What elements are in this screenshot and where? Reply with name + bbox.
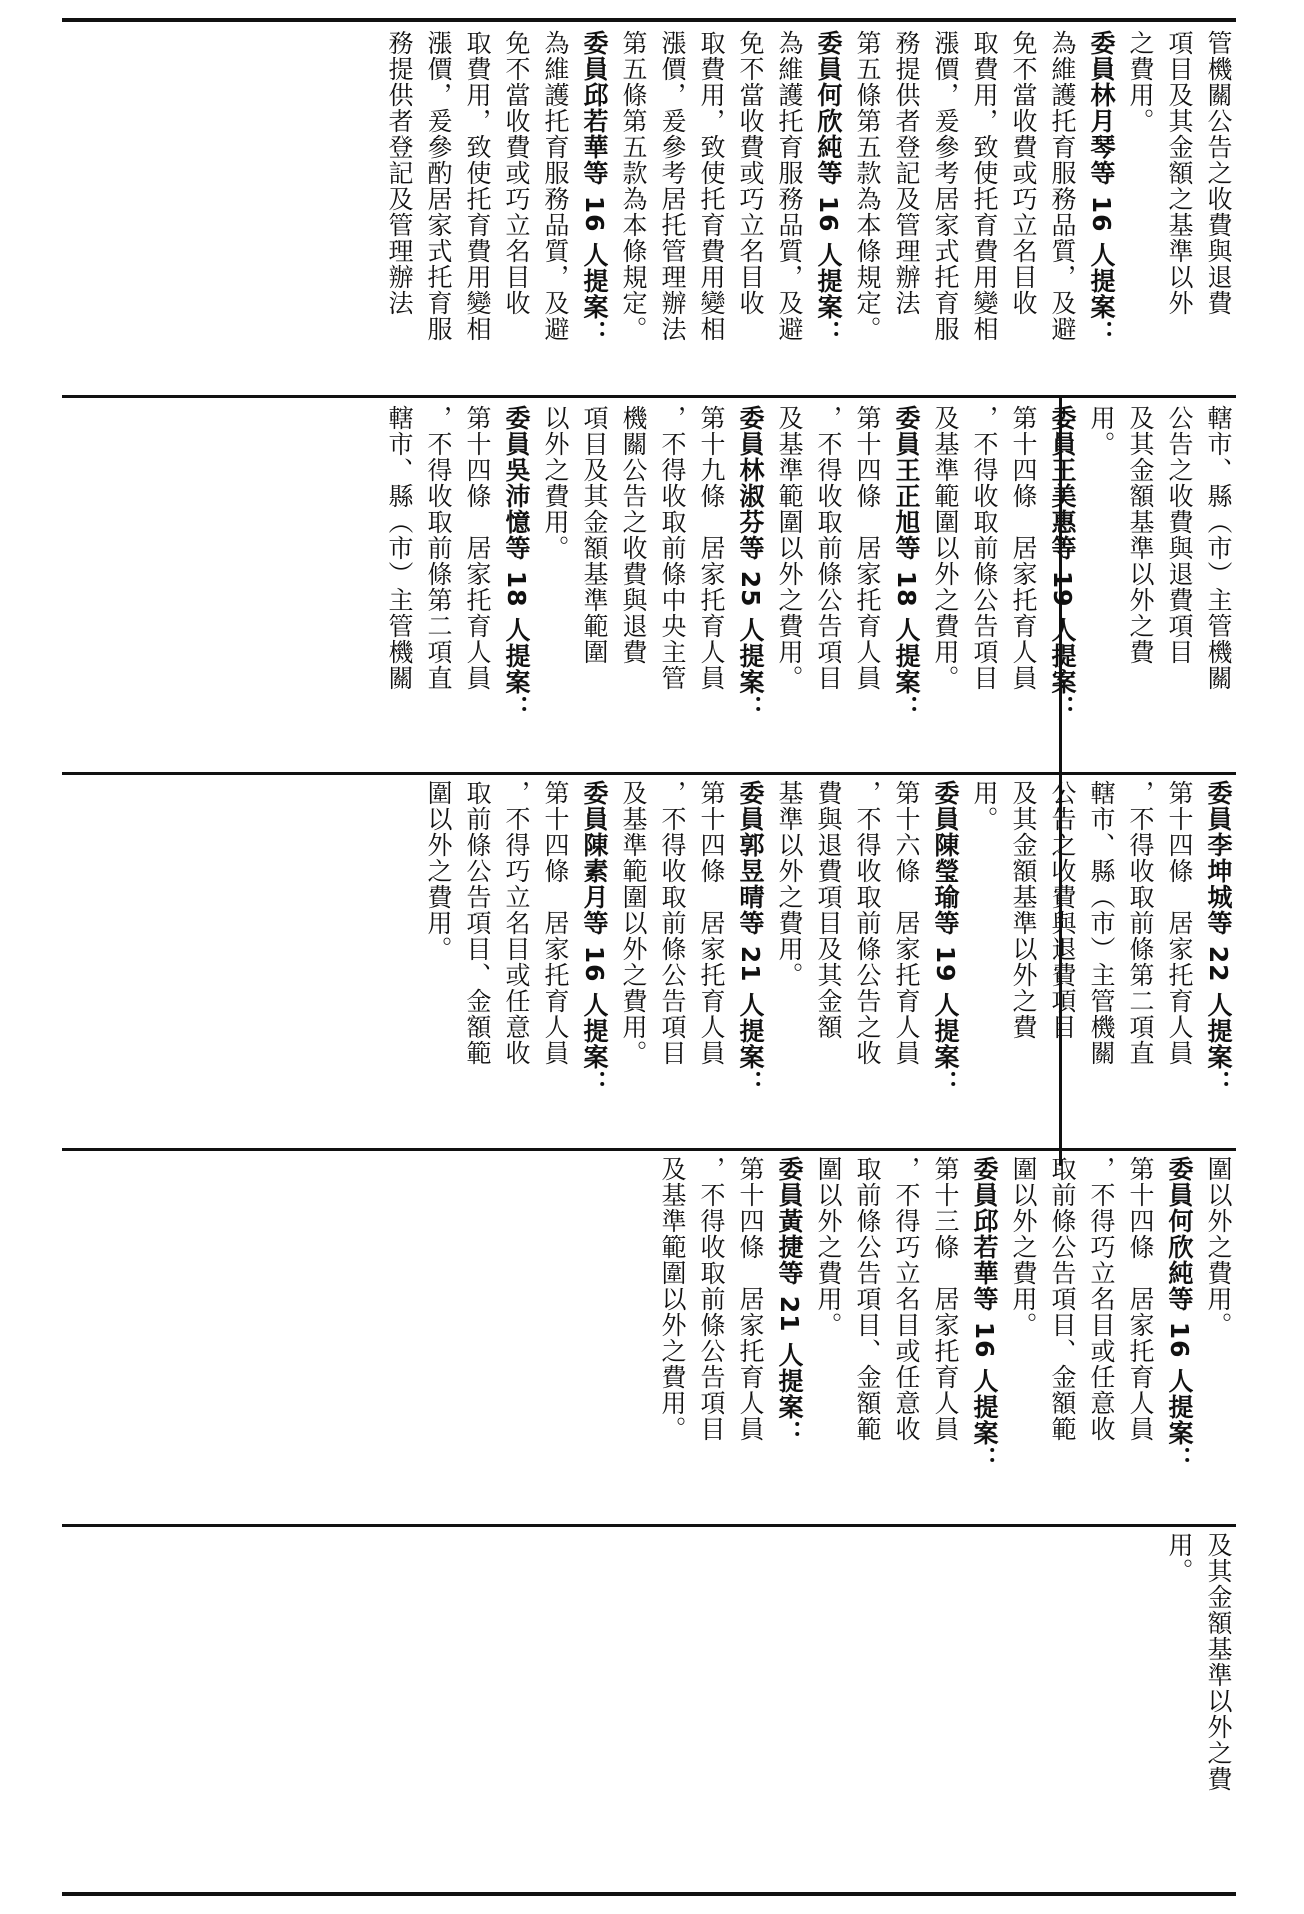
text-line: ，不得收取前條公告項目	[697, 1156, 726, 1442]
text-line: ，不得收取前條第二項直	[1126, 780, 1155, 1066]
text-line: ，不得巧立名目或任意收	[502, 780, 531, 1066]
text-line: 及基準範圍以外之費用。	[658, 1156, 687, 1442]
text-line: 公告之收費與退費項目	[1165, 405, 1194, 665]
text-line: ，不得收取前條公告之收	[853, 780, 882, 1066]
text-line: 第十四條 居家托育人員	[853, 405, 882, 691]
text-line: 漲價，爰參考居家式托育服	[931, 30, 960, 342]
text-line: ，不得巧立名目或任意收	[892, 1156, 921, 1442]
text-line: 取前條公告項目、金額範	[1048, 1156, 1077, 1442]
text-line: 圍以外之費用。	[1009, 1156, 1038, 1338]
proposal-heading: 委員何欣純等 16 人提案：	[814, 30, 843, 347]
proposal-heading: 委員王正旭等 18 人提案：	[892, 405, 921, 722]
text-line: 圍以外之費用。	[1204, 1156, 1233, 1338]
text-line: 取費用，致使托育費用變相	[463, 30, 492, 342]
text-line: 用。	[1087, 405, 1116, 457]
text-line: 為維護托育服務品質，及避	[1048, 30, 1077, 342]
text-block-4	[78, 1156, 1238, 1518]
text-line: 之費用。	[1126, 30, 1155, 134]
text-line: ，不得巧立名目或任意收	[1087, 1156, 1116, 1442]
text-line: 免不當收費或巧立名目收	[736, 30, 765, 316]
text-line: 免不當收費或巧立名目收	[1009, 30, 1038, 316]
proposal-heading: 委員李坤城等 22 人提案：	[1204, 780, 1233, 1097]
text-line: 第五條第五款為本條規定。	[853, 30, 882, 342]
text-line: 以外之費用。	[541, 405, 570, 561]
text-line: 及其金額基準以外之費	[1009, 780, 1038, 1040]
text-line: 取前條公告項目、金額範	[463, 780, 492, 1066]
text-line: 第十四條 居家托育人員	[736, 1156, 765, 1442]
proposal-heading: 委員林淑芬等 25 人提案：	[736, 405, 765, 722]
text-line: 項目及其金額基準範圍	[580, 405, 609, 665]
text-line: 轄市、縣（市）主管機關	[1204, 405, 1233, 691]
text-line: ，不得收取前條第二項直	[424, 405, 453, 691]
proposal-heading: 委員邱若華等 16 人提案：	[970, 1156, 999, 1473]
text-line: 轄市、縣（市）主管機關	[385, 405, 414, 691]
text-line: 取費用，致使托育費用變相	[697, 30, 726, 342]
proposal-heading: 委員邱若華等 16 人提案：	[580, 30, 609, 347]
text-line: 第十四條 居家托育人員	[463, 405, 492, 691]
text-line: ，不得收取前條公告項目	[814, 405, 843, 691]
proposal-heading: 委員林月琴等 16 人提案：	[1087, 30, 1116, 347]
text-line: 第十六條 居家托育人員	[892, 780, 921, 1066]
block-rule-1	[62, 395, 1236, 398]
text-line: 圍以外之費用。	[424, 780, 453, 962]
text-line: 務提供者登記及管理辦法	[892, 30, 921, 316]
text-line: 管機關公告之收費與退費	[1204, 30, 1233, 316]
text-line: 第十四條 居家托育人員	[1165, 780, 1194, 1066]
block-rule-4	[62, 1524, 1236, 1527]
text-line: 取前條公告項目、金額範	[853, 1156, 882, 1442]
text-line: 第十四條 居家托育人員	[697, 780, 726, 1066]
text-line: 項目及其金額之基準以外	[1165, 30, 1194, 316]
text-line: 務提供者登記及管理辦法	[385, 30, 414, 316]
proposal-heading: 委員陳素月等 16 人提案：	[580, 780, 609, 1097]
proposal-heading: 委員郭昱晴等 21 人提案：	[736, 780, 765, 1097]
text-line: 漲價，爰參酌居家式托育服	[424, 30, 453, 342]
text-line: 機關公告之收費與退費	[619, 405, 648, 665]
text-line: 圍以外之費用。	[814, 1156, 843, 1338]
text-block-1	[78, 30, 1238, 392]
text-line: 第十四條 居家托育人員	[541, 780, 570, 1066]
text-line: ，不得收取前條中央主管	[658, 405, 687, 691]
proposal-heading: 委員何欣純等 16 人提案：	[1165, 1156, 1194, 1473]
text-line: 第五條第五款為本條規定。	[619, 30, 648, 342]
text-line: 漲價，爰參考居托管理辦法	[658, 30, 687, 342]
text-block-2	[78, 405, 1238, 767]
proposal-heading: 委員黃捷等 21 人提案：	[775, 1156, 804, 1447]
bottom-rule	[62, 1892, 1236, 1896]
text-line: 免不當收費或巧立名目收	[502, 30, 531, 316]
proposal-heading: 委員陳瑩瑜等 19 人提案：	[931, 780, 960, 1097]
text-block-3	[78, 780, 1238, 1142]
top-rule	[62, 18, 1236, 22]
text-block-5	[78, 1532, 1238, 1888]
text-line: 第十三條 居家托育人員	[931, 1156, 960, 1442]
text-line: 用。	[970, 780, 999, 832]
block-rule-3	[62, 1148, 1236, 1151]
text-line: 公告之收費與退費項目	[1048, 780, 1077, 1040]
text-line: 第十四條 居家托育人員	[1126, 1156, 1155, 1442]
text-line: 為維護托育服務品質，及避	[775, 30, 804, 342]
text-line: 費與退費項目及其金額	[814, 780, 843, 1040]
text-line: 轄市、縣（市）主管機關	[1087, 780, 1116, 1066]
text-line: 及基準範圍以外之費用。	[775, 405, 804, 691]
text-line: 及基準範圍以外之費用。	[619, 780, 648, 1066]
text-line: 第十九條 居家托育人員	[697, 405, 726, 691]
text-line: 第十四條 居家托育人員	[1009, 405, 1038, 691]
text-line: ，不得收取前條公告項目	[658, 780, 687, 1066]
text-line: 及其金額基準以外之費	[1204, 1532, 1233, 1792]
text-line: 基準以外之費用。	[775, 780, 804, 988]
text-line: 取費用，致使托育費用變相	[970, 30, 999, 342]
text-line: 及其金額基準以外之費	[1126, 405, 1155, 665]
proposal-heading: 委員王美惠等 19 人提案：	[1048, 405, 1077, 722]
proposal-heading: 委員吳沛憶等 18 人提案：	[502, 405, 531, 722]
text-line: 用。	[1165, 1532, 1194, 1584]
text-line: ，不得收取前條公告項目	[970, 405, 999, 691]
block-rule-2	[62, 772, 1236, 775]
text-line: 及基準範圍以外之費用。	[931, 405, 960, 691]
text-line: 為維護托育服務品質，及避	[541, 30, 570, 342]
